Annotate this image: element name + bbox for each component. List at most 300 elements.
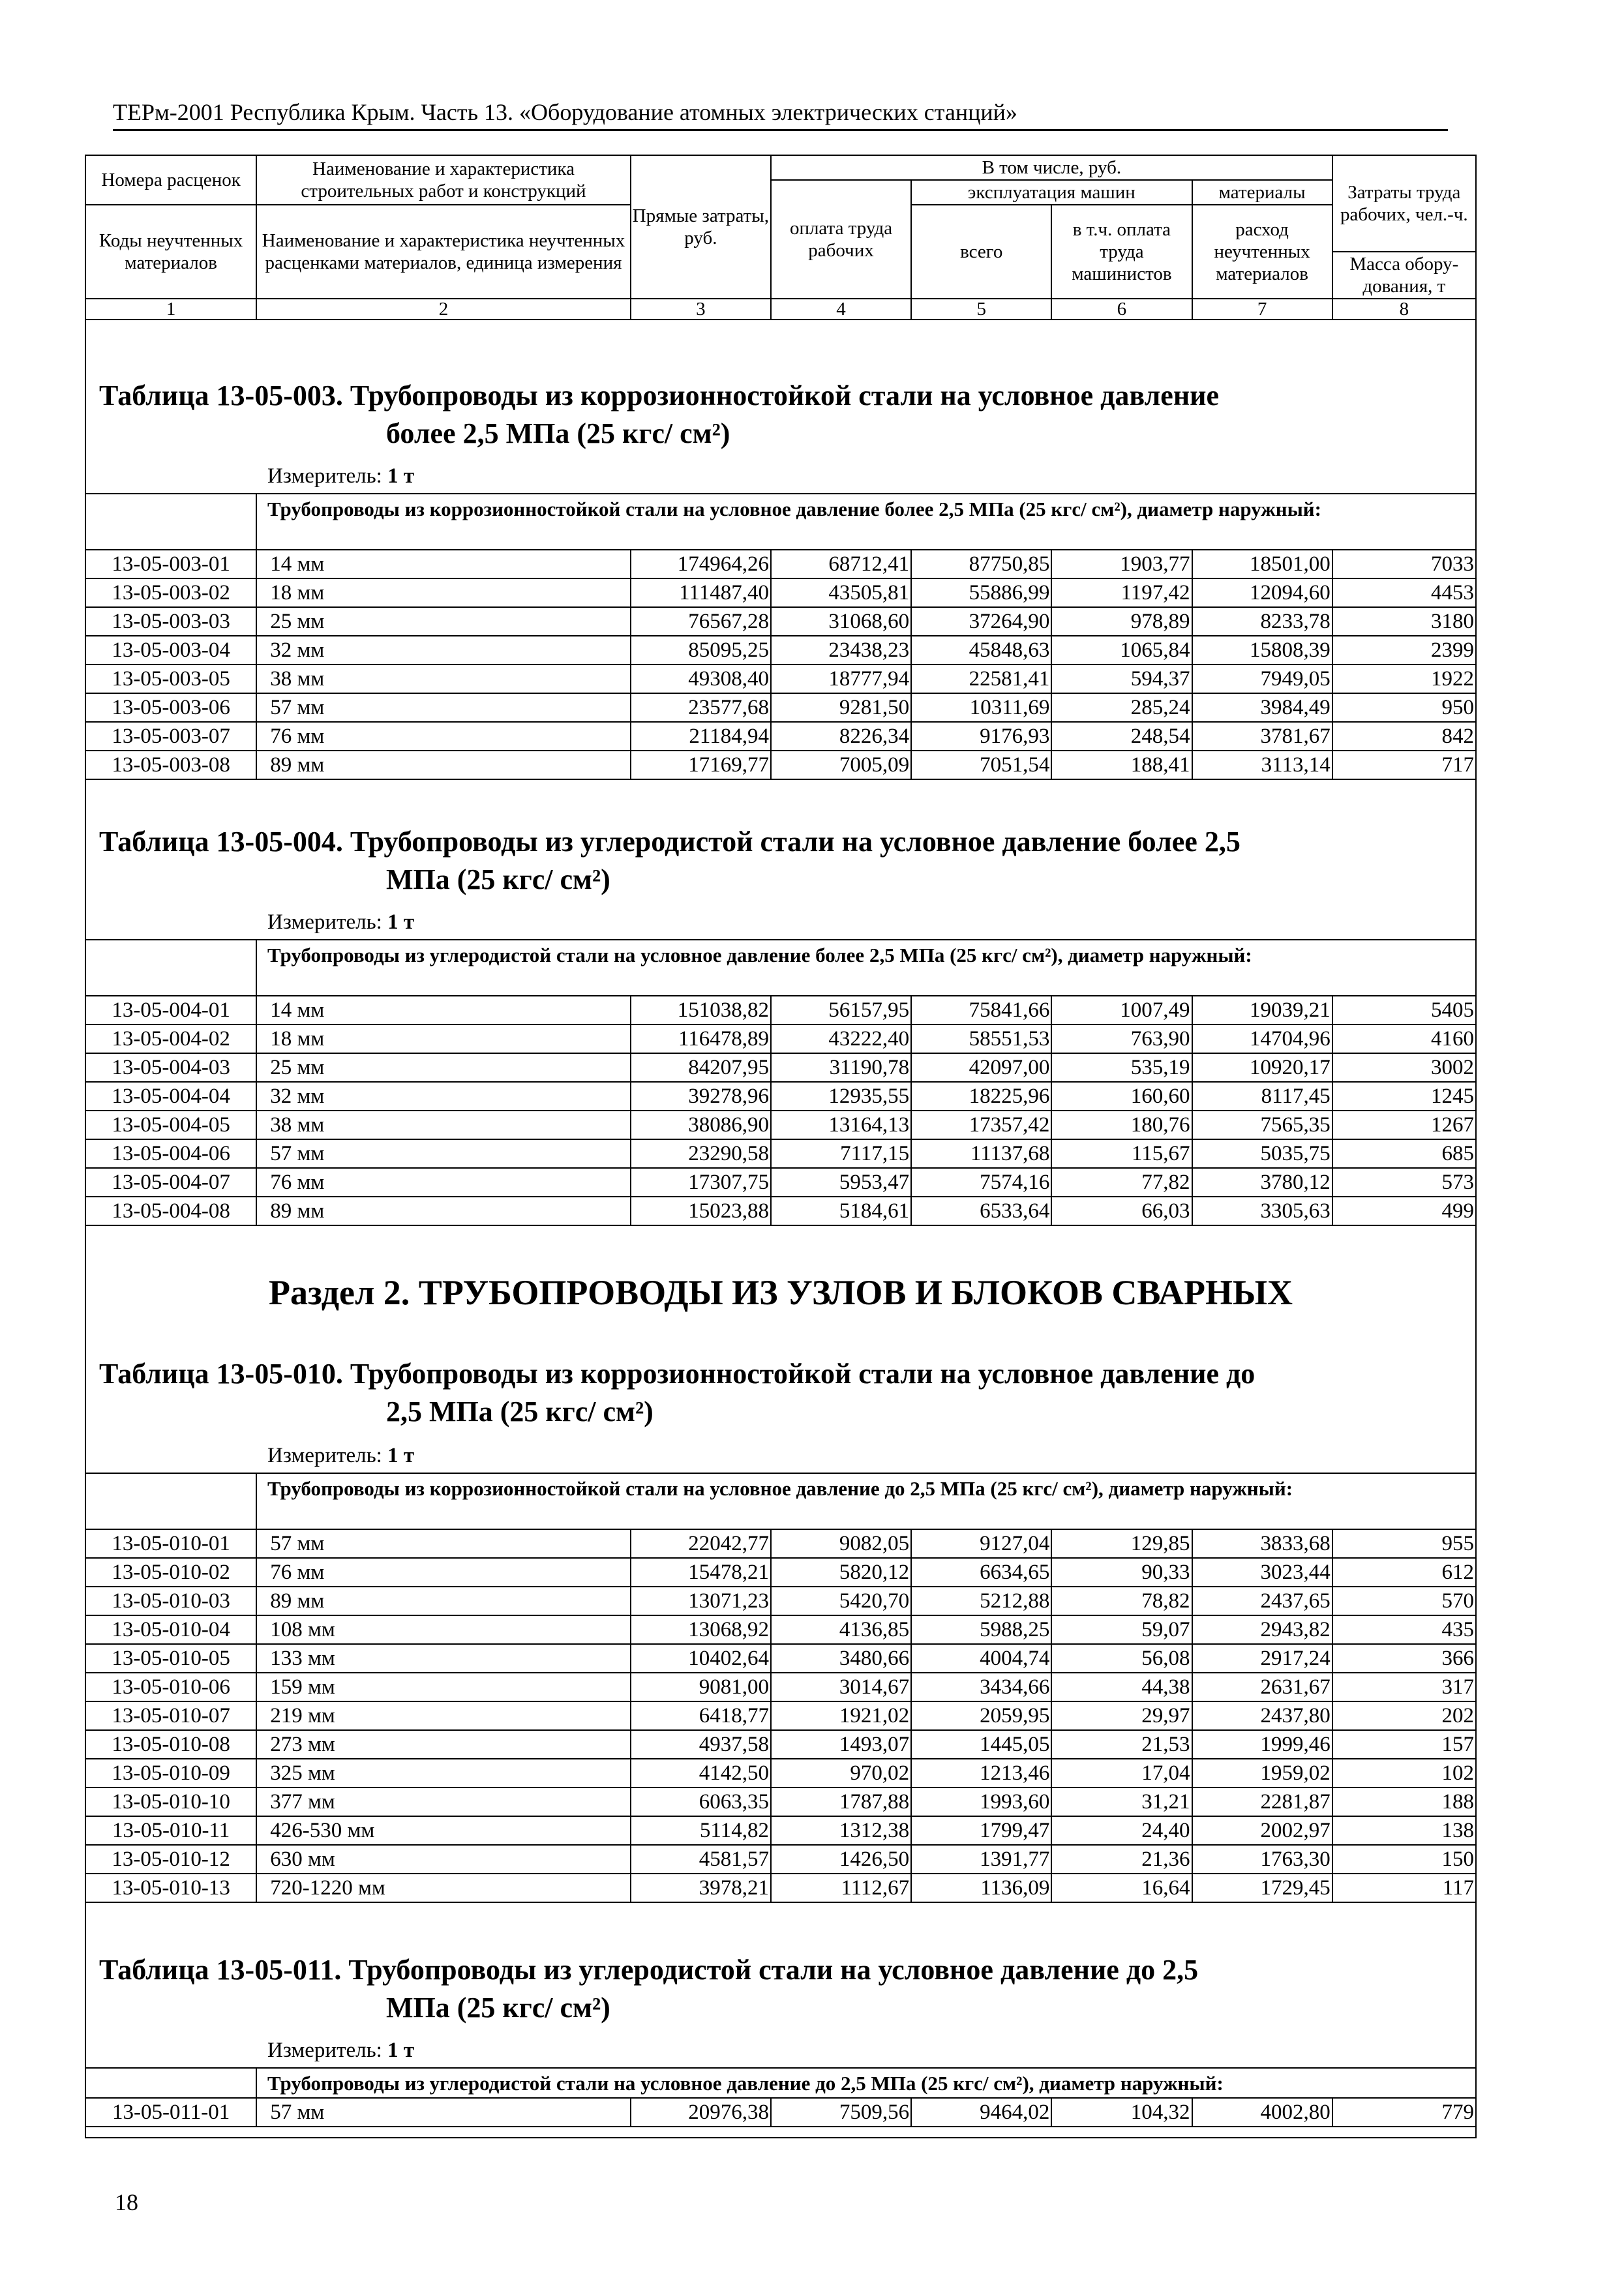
table-title-line1: Таблица 13-05-004. Трубопроводы из углеродистой стали на условное давление более 2,5: [99, 826, 1241, 858]
pipe-diameter: 32 мм: [256, 636, 631, 665]
cost-value: 13068,92: [631, 1615, 771, 1644]
cost-value: 45848,63: [911, 636, 1051, 665]
cost-value: 7033: [1332, 550, 1476, 578]
cost-value: 9281,50: [771, 693, 911, 722]
cost-value: 717: [1332, 751, 1476, 779]
table-row: [85, 1788, 1476, 1816]
cost-value: 59,07: [1051, 1615, 1192, 1644]
cost-value: 151038,82: [631, 996, 771, 1025]
cost-value: 3023,44: [1192, 1558, 1332, 1587]
col1-head-top: Номера расценок: [85, 155, 256, 205]
cost-value: 1213,46: [911, 1759, 1051, 1788]
rate-code: 13-05-004-03: [85, 1053, 256, 1082]
cost-value: 66,03: [1051, 1197, 1192, 1225]
column-header-table: [85, 155, 1477, 320]
cost-value: 29,97: [1051, 1701, 1192, 1730]
cost-value: 6533,64: [911, 1197, 1051, 1225]
rate-code: 13-05-003-04: [85, 636, 256, 665]
cost-value: 8226,34: [771, 722, 911, 751]
rate-code: 13-05-010-08: [85, 1730, 256, 1759]
cost-value: 9081,00: [631, 1673, 771, 1701]
col-number: 1: [85, 299, 256, 320]
cost-value: 188,41: [1051, 751, 1192, 779]
table-row: [85, 1197, 1476, 1225]
table-title-line2: МПа (25 кгс/ см²): [386, 863, 610, 895]
cost-value: 4142,50: [631, 1759, 771, 1788]
cost-value: 9176,93: [911, 722, 1051, 751]
table-title-line2: МПа (25 кгс/ см²): [386, 1992, 610, 2024]
incl-head: В том числе, руб.: [771, 155, 1332, 180]
cost-value: 1999,46: [1192, 1730, 1332, 1759]
group-header-text: Трубопроводы из углеродистой стали на условное давление до 2,5 МПа (25 кгс/ см²), диаметр наружный:: [267, 2072, 1224, 2095]
pipe-diameter: 273 мм: [256, 1730, 631, 1759]
table-row: [85, 1673, 1476, 1701]
cost-value: 3781,67: [1192, 722, 1332, 751]
cost-value: 285,24: [1051, 693, 1192, 722]
table-row: [85, 1874, 1476, 1902]
pipe-diameter: 89 мм: [256, 1587, 631, 1615]
cost-value: 779: [1332, 2098, 1476, 2127]
cost-value: 129,85: [1051, 1529, 1192, 1558]
cost-value: 16,64: [1051, 1874, 1192, 1902]
cost-value: 3480,66: [771, 1644, 911, 1673]
cost-value: 4581,57: [631, 1845, 771, 1874]
cost-value: 7574,16: [911, 1168, 1051, 1197]
pipe-diameter: 720-1220 мм: [256, 1874, 631, 1902]
price-table-13-05-010: [85, 1529, 1477, 1903]
cost-value: 49308,40: [631, 665, 771, 693]
pipe-diameter: 57 мм: [256, 2098, 631, 2127]
meter: [267, 2039, 414, 2062]
rate-code: 13-05-004-02: [85, 1025, 256, 1053]
cost-value: 570: [1332, 1587, 1476, 1615]
meter: [267, 464, 414, 488]
price-table-13-05-011: [85, 2097, 1477, 2127]
rate-code: 13-05-003-05: [85, 665, 256, 693]
table-row: [85, 1025, 1476, 1053]
cost-value: 13164,13: [771, 1111, 911, 1139]
pipe-diameter: 18 мм: [256, 1025, 631, 1053]
meter-label: Измеритель:: [267, 1444, 382, 1467]
cost-value: 12935,55: [771, 1082, 911, 1111]
pipe-diameter: 76 мм: [256, 722, 631, 751]
cost-value: 1267: [1332, 1111, 1476, 1139]
meter-value: 1 т: [387, 2039, 415, 2062]
col-number: 4: [771, 299, 911, 320]
rate-code: 13-05-003-06: [85, 693, 256, 722]
rate-code: 13-05-003-02: [85, 578, 256, 607]
pipe-diameter: 25 мм: [256, 1053, 631, 1082]
pipe-diameter: 57 мм: [256, 1529, 631, 1558]
cost-value: 2059,95: [911, 1701, 1051, 1730]
cost-value: 3984,49: [1192, 693, 1332, 722]
cost-value: 202: [1332, 1701, 1476, 1730]
cost-value: 3014,67: [771, 1673, 911, 1701]
cost-value: 15478,21: [631, 1558, 771, 1587]
cost-value: 17307,75: [631, 1168, 771, 1197]
cost-value: 5212,88: [911, 1587, 1051, 1615]
cost-value: 1922: [1332, 665, 1476, 693]
cost-value: 43222,40: [771, 1025, 911, 1053]
cost-value: 5114,82: [631, 1816, 771, 1845]
pipe-diameter: 630 мм: [256, 1845, 631, 1874]
pipe-diameter: 377 мм: [256, 1788, 631, 1816]
cost-value: 22581,41: [911, 665, 1051, 693]
cost-value: 955: [1332, 1529, 1476, 1558]
cost-value: 160,60: [1051, 1082, 1192, 1111]
table-row: [85, 1701, 1476, 1730]
cost-value: 15023,88: [631, 1197, 771, 1225]
cost-value: 31068,60: [771, 607, 911, 636]
pipe-diameter: 89 мм: [256, 1197, 631, 1225]
pipe-diameter: 219 мм: [256, 1701, 631, 1730]
cost-value: 6063,35: [631, 1788, 771, 1816]
table-row: [85, 1139, 1476, 1168]
cost-value: 18777,94: [771, 665, 911, 693]
cost-value: 1197,42: [1051, 578, 1192, 607]
cost-value: 9464,02: [911, 2098, 1051, 2127]
pipe-diameter: 14 мм: [256, 550, 631, 578]
cost-value: 150: [1332, 1845, 1476, 1874]
cost-value: 4453: [1332, 578, 1476, 607]
cost-value: 76567,28: [631, 607, 771, 636]
col2-head-top: Наименование и характеристика строительных работ и конструкций: [256, 155, 631, 205]
cost-value: 685: [1332, 1139, 1476, 1168]
meter-value: 1 т: [387, 1444, 415, 1467]
cost-value: 499: [1332, 1197, 1476, 1225]
pipe-diameter: 133 мм: [256, 1644, 631, 1673]
cost-value: 6634,65: [911, 1558, 1051, 1587]
table-row: [85, 1615, 1476, 1644]
cost-value: 13071,23: [631, 1587, 771, 1615]
cost-value: 2281,87: [1192, 1788, 1332, 1816]
table-row: [85, 665, 1476, 693]
table-row: [85, 1759, 1476, 1788]
table-title: [99, 1355, 1456, 1431]
cost-value: 1903,77: [1051, 550, 1192, 578]
group-header-text: Трубопроводы из углеродистой стали на условное давление более 2,5 МПа (25 кгс/ см²), диаметр наружный:: [267, 944, 1252, 966]
cost-value: 4136,85: [771, 1615, 911, 1644]
cost-value: 9127,04: [911, 1529, 1051, 1558]
cost-value: 6418,77: [631, 1701, 771, 1730]
cost-value: 23290,58: [631, 1139, 771, 1168]
rate-code: 13-05-010-06: [85, 1673, 256, 1701]
cost-value: 2917,24: [1192, 1644, 1332, 1673]
rate-code: 13-05-004-05: [85, 1111, 256, 1139]
cost-value: 188: [1332, 1788, 1476, 1816]
cost-value: 1426,50: [771, 1845, 911, 1874]
cost-value: 317: [1332, 1673, 1476, 1701]
rate-code: 13-05-010-10: [85, 1788, 256, 1816]
cost-value: 180,76: [1051, 1111, 1192, 1139]
table-row: [85, 1082, 1476, 1111]
pipe-diameter: 32 мм: [256, 1082, 631, 1111]
cost-value: 11137,68: [911, 1139, 1051, 1168]
cost-value: 39278,96: [631, 1082, 771, 1111]
cost-value: 3434,66: [911, 1673, 1051, 1701]
table-row: [85, 751, 1476, 779]
cost-value: 84207,95: [631, 1053, 771, 1082]
cost-value: 90,33: [1051, 1558, 1192, 1587]
cost-value: 102: [1332, 1759, 1476, 1788]
table-title: [99, 1951, 1456, 2027]
cost-value: 85095,25: [631, 636, 771, 665]
cost-value: 5988,25: [911, 1615, 1051, 1644]
rate-code: 13-05-004-04: [85, 1082, 256, 1111]
cost-value: 2002,97: [1192, 1816, 1332, 1845]
cost-value: 24,40: [1051, 1816, 1192, 1845]
pipe-diameter: 38 мм: [256, 665, 631, 693]
cost-value: 1993,60: [911, 1788, 1051, 1816]
cost-value: 5184,61: [771, 1197, 911, 1225]
cost-value: 1112,67: [771, 1874, 911, 1902]
pipe-diameter: 325 мм: [256, 1759, 631, 1788]
rate-code: 13-05-010-01: [85, 1529, 256, 1558]
rate-code: 13-05-010-07: [85, 1701, 256, 1730]
cost-value: 1729,45: [1192, 1874, 1332, 1902]
rate-code: 13-05-004-06: [85, 1139, 256, 1168]
rate-code: 13-05-003-03: [85, 607, 256, 636]
cost-value: 55886,99: [911, 578, 1051, 607]
group-header-row: [85, 939, 1477, 995]
cost-value: 1763,30: [1192, 1845, 1332, 1874]
table-row: [85, 1558, 1476, 1587]
pipe-diameter: 38 мм: [256, 1111, 631, 1139]
cost-value: 2437,80: [1192, 1701, 1332, 1730]
section-heading: Раздел 2. ТРУБОПРОВОДЫ ИЗ УЗЛОВ И БЛОКОВ СВАРНЫХ: [269, 1273, 1293, 1312]
cost-value: 4160: [1332, 1025, 1476, 1053]
group-header-text: Трубопроводы из коррозионностойкой стали на условное давление до 2,5 МПа (25 кгс/ см²), диаметр наружный:: [267, 1477, 1293, 1500]
cost-value: 77,82: [1051, 1168, 1192, 1197]
cost-value: 2437,65: [1192, 1587, 1332, 1615]
pipe-diameter: 76 мм: [256, 1168, 631, 1197]
cost-value: 5035,75: [1192, 1139, 1332, 1168]
rate-code: 13-05-003-01: [85, 550, 256, 578]
machines-head: эксплуатация машин: [911, 180, 1192, 205]
cost-value: 1445,05: [911, 1730, 1051, 1759]
rate-code: 13-05-011-01: [85, 2098, 256, 2127]
table-row: [85, 1587, 1476, 1615]
table-title-line1: Таблица 13-05-003. Трубопроводы из коррозионностойкой стали на условное давление: [99, 380, 1220, 411]
table-title: [99, 377, 1456, 453]
cost-value: 9082,05: [771, 1529, 911, 1558]
cost-value: 3780,12: [1192, 1168, 1332, 1197]
pipe-diameter: 108 мм: [256, 1615, 631, 1644]
cost-value: 594,37: [1051, 665, 1192, 693]
cost-value: 970,02: [771, 1759, 911, 1788]
pipe-diameter: 57 мм: [256, 1139, 631, 1168]
rate-code: 13-05-004-01: [85, 996, 256, 1025]
page-number: 18: [115, 2189, 138, 2215]
cost-value: 2631,67: [1192, 1673, 1332, 1701]
table-row: [85, 636, 1476, 665]
table-row: [85, 2098, 1476, 2127]
cost-value: 15808,39: [1192, 636, 1332, 665]
running-header: ТЕРм-2001 Республика Крым. Часть 13. «Оборудование атомных электрических станций»: [113, 99, 1448, 131]
cost-value: 78,82: [1051, 1587, 1192, 1615]
group-header-text: Трубопроводы из коррозионностойкой стали на условное давление более 2,5 МПа (25 кгс/ см²), диаметр наружный:: [267, 498, 1321, 520]
cost-value: 2399: [1332, 636, 1476, 665]
cost-value: 10311,69: [911, 693, 1051, 722]
cost-value: 7051,54: [911, 751, 1051, 779]
cost-value: 31,21: [1051, 1788, 1192, 1816]
cost-value: 612: [1332, 1558, 1476, 1587]
cost-value: 1799,47: [911, 1816, 1051, 1845]
col7-head: расход неучтенных материалов: [1192, 205, 1332, 299]
cost-value: 56157,95: [771, 996, 911, 1025]
cost-value: 7949,05: [1192, 665, 1332, 693]
col5-head: всего: [911, 205, 1051, 299]
table-title: [99, 823, 1456, 899]
meter-value: 1 т: [387, 910, 415, 934]
cost-value: 115,67: [1051, 1139, 1192, 1168]
cost-value: 68712,41: [771, 550, 911, 578]
cost-value: 5405: [1332, 996, 1476, 1025]
rate-code: 13-05-004-07: [85, 1168, 256, 1197]
cost-value: 8233,78: [1192, 607, 1332, 636]
cost-value: 10920,17: [1192, 1053, 1332, 1082]
table-row: [85, 607, 1476, 636]
rate-code: 13-05-003-07: [85, 722, 256, 751]
rate-code: 13-05-010-04: [85, 1615, 256, 1644]
cost-value: 104,32: [1051, 2098, 1192, 2127]
cost-value: 763,90: [1051, 1025, 1192, 1053]
cost-value: 43505,81: [771, 578, 911, 607]
cost-value: 23438,23: [771, 636, 911, 665]
table-row: [85, 578, 1476, 607]
cost-value: 4002,80: [1192, 2098, 1332, 2127]
cost-value: 10402,64: [631, 1644, 771, 1673]
col-number: 3: [631, 299, 771, 320]
col-number: 6: [1051, 299, 1192, 320]
cost-value: 44,38: [1051, 1673, 1192, 1701]
table-row: [85, 1053, 1476, 1082]
col6-head: в т.ч. оплата труда машинистов: [1051, 205, 1192, 299]
table-row: [85, 722, 1476, 751]
cost-value: 116478,89: [631, 1025, 771, 1053]
col8-head-bottom: Масса обору-дования, т: [1332, 252, 1476, 299]
pipe-diameter: 89 мм: [256, 751, 631, 779]
cost-value: 366: [1332, 1644, 1476, 1673]
cost-value: 2943,82: [1192, 1615, 1332, 1644]
col-number: 8: [1332, 299, 1476, 320]
rate-code: 13-05-010-12: [85, 1845, 256, 1874]
cost-value: 7005,09: [771, 751, 911, 779]
col3-head: Прямые затраты, руб.: [631, 155, 771, 299]
cost-value: 58551,53: [911, 1025, 1051, 1053]
cost-value: 23577,68: [631, 693, 771, 722]
cost-value: 1245: [1332, 1082, 1476, 1111]
cost-value: 14704,96: [1192, 1025, 1332, 1053]
pipe-diameter: 76 мм: [256, 1558, 631, 1587]
cost-value: 18501,00: [1192, 550, 1332, 578]
cost-value: 138: [1332, 1816, 1476, 1845]
cost-value: 3305,63: [1192, 1197, 1332, 1225]
cost-value: 38086,90: [631, 1111, 771, 1139]
cost-value: 21,53: [1051, 1730, 1192, 1759]
cost-value: 22042,77: [631, 1529, 771, 1558]
table-row: [85, 996, 1476, 1025]
cost-value: 1391,77: [911, 1845, 1051, 1874]
rate-code: 13-05-010-02: [85, 1558, 256, 1587]
cost-value: 111487,40: [631, 578, 771, 607]
cost-value: 248,54: [1051, 722, 1192, 751]
group-header-row: [85, 1473, 1477, 1529]
pipe-diameter: 426-530 мм: [256, 1816, 631, 1845]
cost-value: 3180: [1332, 607, 1476, 636]
cost-value: 7565,35: [1192, 1111, 1332, 1139]
pipe-diameter: 14 мм: [256, 996, 631, 1025]
cost-value: 18225,96: [911, 1082, 1051, 1111]
cost-value: 1007,49: [1051, 996, 1192, 1025]
table-row: [85, 693, 1476, 722]
rate-code: 13-05-003-08: [85, 751, 256, 779]
cost-value: 3002: [1332, 1053, 1476, 1082]
cost-value: 56,08: [1051, 1644, 1192, 1673]
price-table-13-05-004: [85, 995, 1477, 1226]
materials-head: материалы: [1192, 180, 1332, 205]
cost-value: 7509,56: [771, 2098, 911, 2127]
rate-code: 13-05-010-03: [85, 1587, 256, 1615]
pipe-diameter: 18 мм: [256, 578, 631, 607]
cost-value: 842: [1332, 722, 1476, 751]
meter: [267, 1444, 414, 1467]
pipe-diameter: 25 мм: [256, 607, 631, 636]
meter-label: Измеритель:: [267, 2039, 382, 2062]
cost-value: 7117,15: [771, 1139, 911, 1168]
table-row: [85, 550, 1476, 578]
table-title-line1: Таблица 13-05-010. Трубопроводы из коррозионностойкой стали на условное давление до: [99, 1358, 1256, 1390]
cost-value: 87750,85: [911, 550, 1051, 578]
price-table-13-05-003: [85, 549, 1477, 780]
cost-value: 3833,68: [1192, 1529, 1332, 1558]
cost-value: 1065,84: [1051, 636, 1192, 665]
table-title-line2: более 2,5 МПа (25 кгс/ см²): [386, 417, 730, 449]
meter-label: Измеритель:: [267, 464, 382, 488]
rate-code: 13-05-010-11: [85, 1816, 256, 1845]
cost-value: 1493,07: [771, 1730, 911, 1759]
table-row: [85, 1845, 1476, 1874]
col8-head-top: Затраты труда рабочих, чел.-ч.: [1332, 155, 1476, 252]
cost-value: 31190,78: [771, 1053, 911, 1082]
meter-value: 1 т: [387, 464, 415, 488]
cost-value: 12094,60: [1192, 578, 1332, 607]
cost-value: 21,36: [1051, 1845, 1192, 1874]
table-row: [85, 1644, 1476, 1673]
cost-value: 37264,90: [911, 607, 1051, 636]
cost-value: 17357,42: [911, 1111, 1051, 1139]
table-title-line1: Таблица 13-05-011. Трубопроводы из углеродистой стали на условное давление до 2,5: [99, 1954, 1199, 1986]
group-header-row: [85, 2067, 1477, 2097]
cost-value: 5953,47: [771, 1168, 911, 1197]
group-header-row: [85, 493, 1477, 549]
cost-value: 1921,02: [771, 1701, 911, 1730]
table-row: [85, 1168, 1476, 1197]
cost-value: 1959,02: [1192, 1759, 1332, 1788]
cost-value: 535,19: [1051, 1053, 1192, 1082]
cost-value: 174964,26: [631, 550, 771, 578]
col2-head-bottom: Наименование и характеристика неучтенных расценками материалов, единица измерения: [256, 205, 631, 299]
cost-value: 1136,09: [911, 1874, 1051, 1902]
cost-value: 3113,14: [1192, 751, 1332, 779]
pipe-diameter: 57 мм: [256, 693, 631, 722]
cost-value: 42097,00: [911, 1053, 1051, 1082]
cost-value: 5420,70: [771, 1587, 911, 1615]
cost-value: 950: [1332, 693, 1476, 722]
cost-value: 157: [1332, 1730, 1476, 1759]
meter-label: Измеритель:: [267, 910, 382, 934]
cost-value: 3978,21: [631, 1874, 771, 1902]
